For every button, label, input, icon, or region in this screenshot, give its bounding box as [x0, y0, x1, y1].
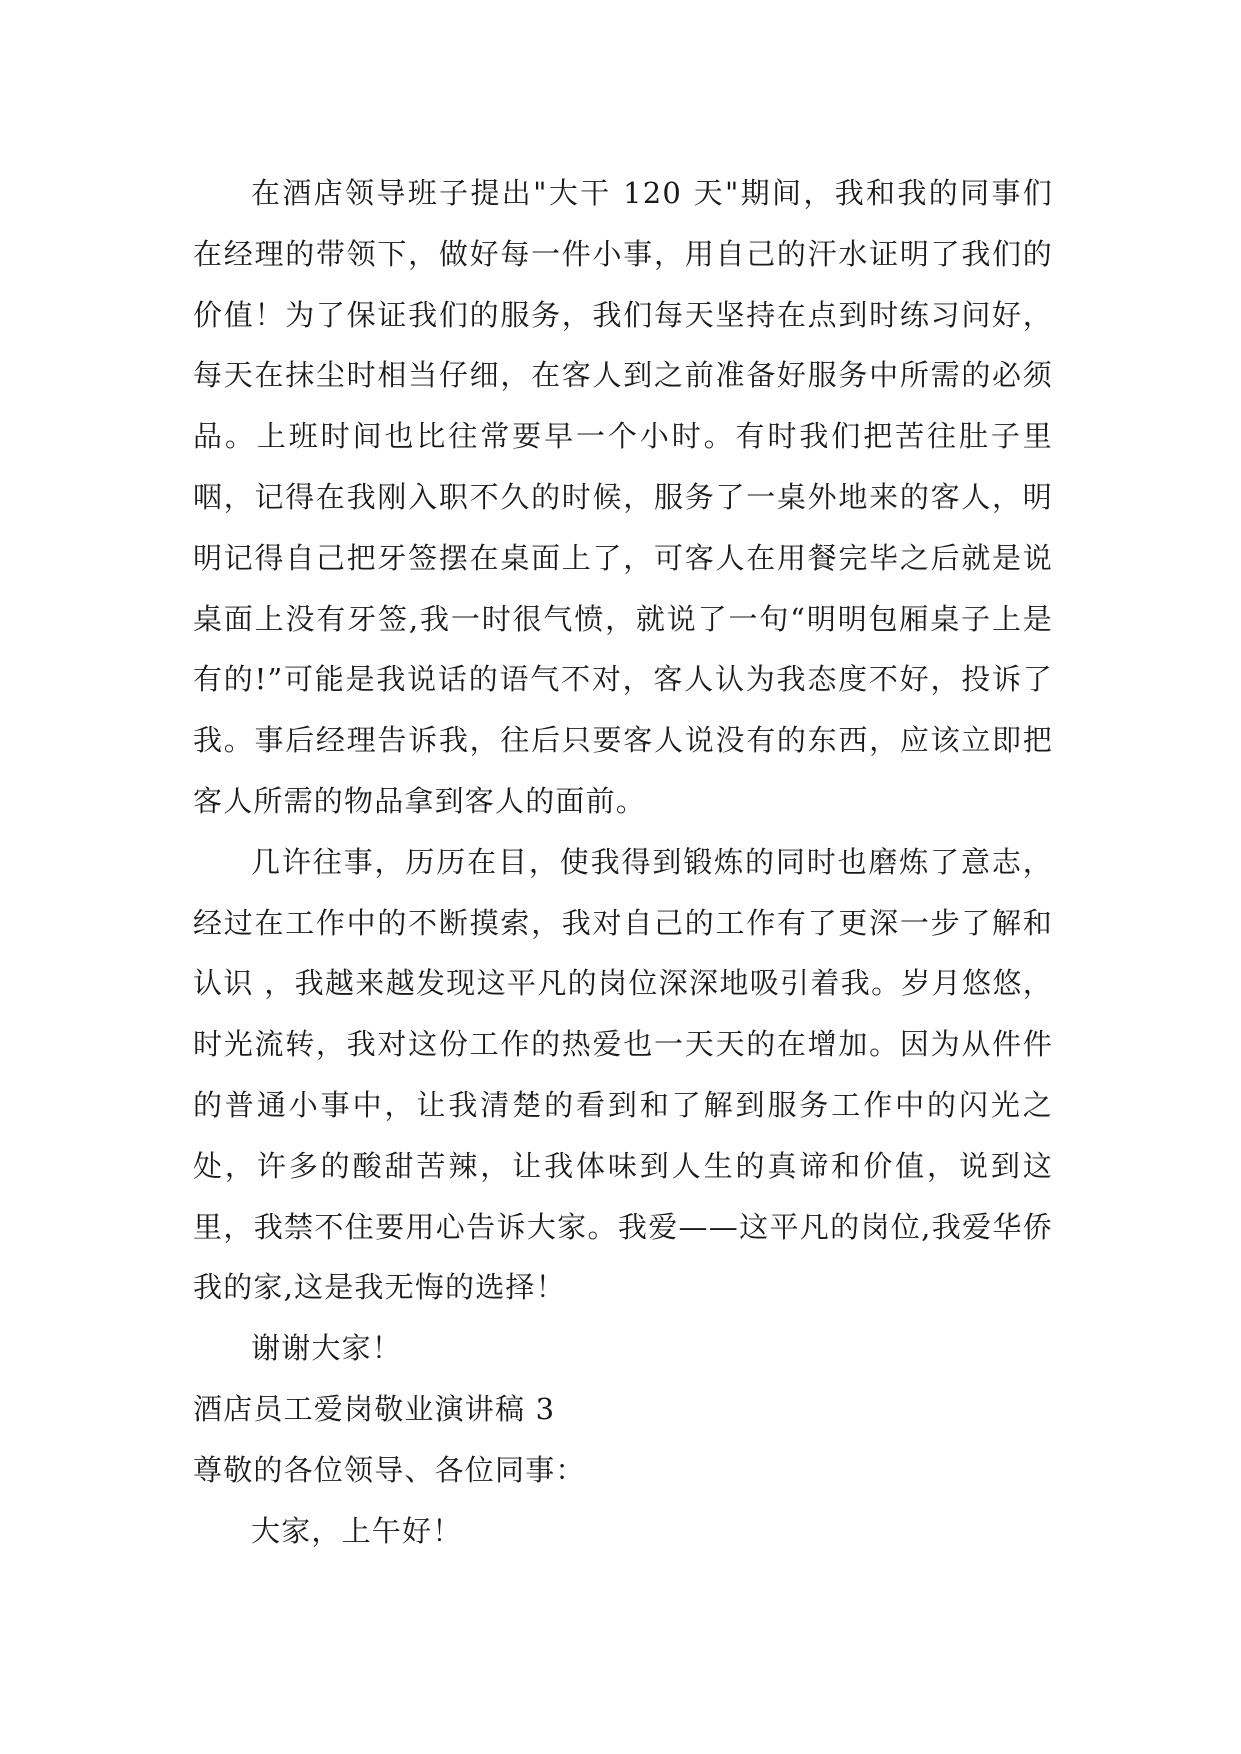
greeting: 大家，上午好！ [251, 1513, 463, 1548]
document-body [193, 163, 1053, 1561]
body-paragraph-2: 几许往事，历历在目，使我得到锻炼的同时也磨炼了意志，经过在工作中的不断摸索，我对自己的工作有了更深一步了解和认识 ，我越来越发现这平凡的岗位深深地吸引着我。岁月悠悠，时光流转，我对这份工作的热爱也一天天的在增加。因为从件件的普通小事中，让我清楚的看到和了解到服务工作中的闪光之处，许多的酸甜苦辣，让我体味到人生的真谛和价值，说到这里，我禁不住要用心告诉大家。我爱——这平凡的岗位,我爱华侨我的家,这是我无悔的选择！ [193, 844, 1053, 1305]
section-title: 酒店员工爱岗敬业演讲稿 3 [193, 1391, 556, 1426]
body-paragraph-1: 在酒店领导班子提出"大干 120 天"期间，我和我的同事们在经理的带领下，做好每一件小事，用自己的汗水证明了我们的价值！为了保证我们的服务，我们每天坚持在点到时练习问好，每天在抹尘时相当仔细，在客人到之前准备好服务中所需的必须品。上班时间也比往常要早一个小时。有时我们把苦往肚子里咽，记得在我刚入职不久的时候，服务了一桌外地来的客人，明明记得自己把牙签摆在桌面上了，可客人在用餐完毕之后就是说桌面上没有牙签,我一时很气愤，就说了一句“明明包厢桌子上是有的!”可能是我说话的语气不对，客人认为我态度不好，投诉了我。事后经理告诉我，往后只要客人说没有的东西，应该立即把客人所需的物品拿到客人的面前。 [193, 176, 1053, 818]
thanks-line: 谢谢大家！ [251, 1331, 403, 1366]
salutation: 尊敬的各位领导、各位同事： [193, 1452, 586, 1487]
